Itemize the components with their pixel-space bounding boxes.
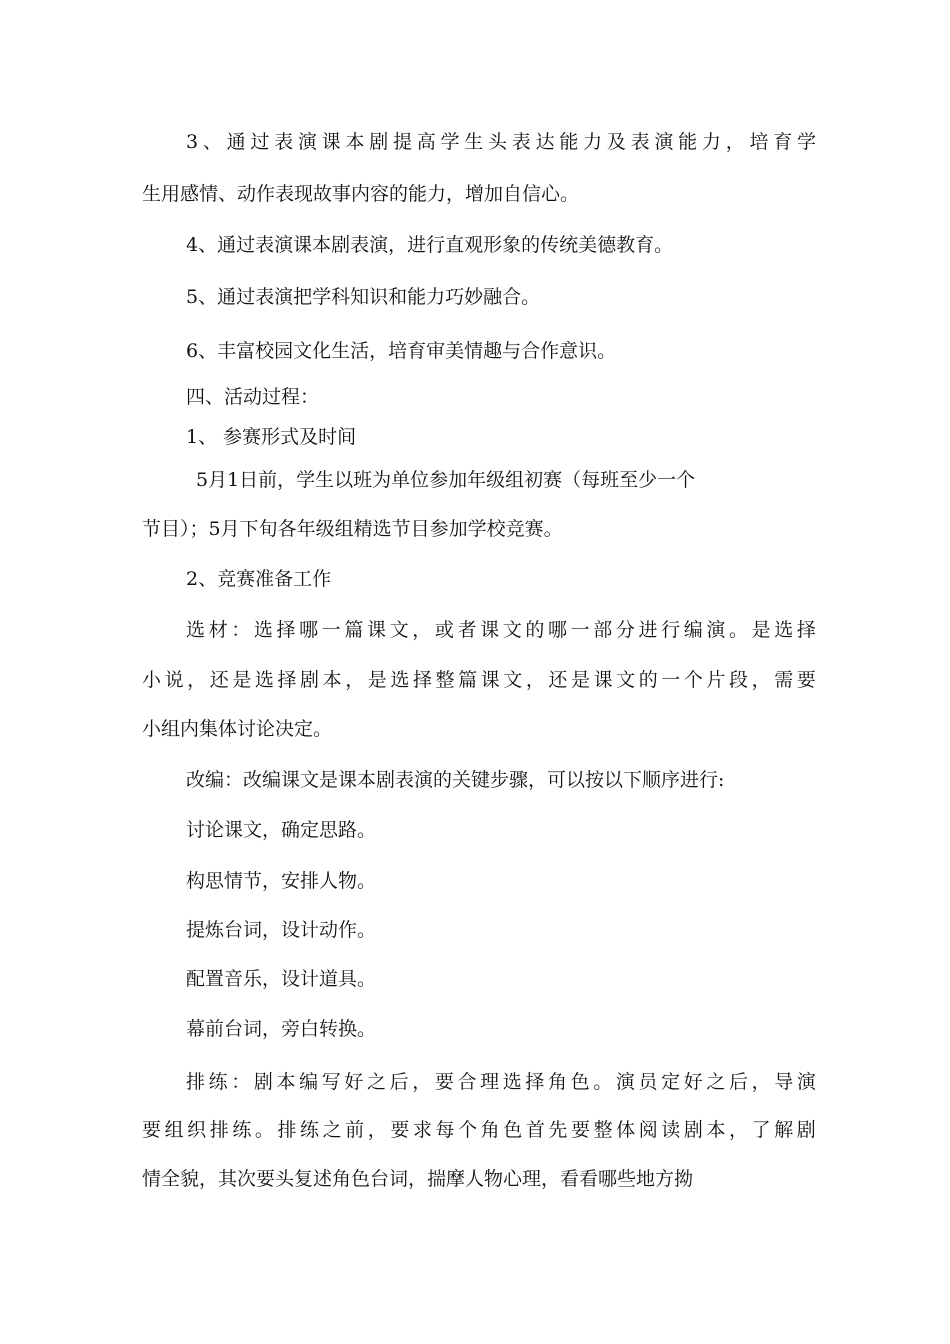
paragraph-goal-6: 6、丰富校园文化生活，培育审美情趣与合作意识。 xyxy=(186,340,617,362)
paragraph-selection-line-2: 小 说 ， 还 是 选 择 剧 本 ， 是 选 择 整 篇 课 文 ， 还 是 课 文 的 一 个 片 段 ， 需 要 xyxy=(142,669,816,691)
paragraph-selection-line-1: 选 材 ： 选 择 哪 一 篇 课 文 ， 或 者 课 文 的 哪 一 部 分 进 行 编 演 。 是 选 择 xyxy=(186,619,816,641)
paragraph-rehearsal-line-3: 情全貌，其次要头复述角色台词，揣摩人物心理，看看哪些地方拗 xyxy=(142,1168,694,1190)
paragraph-selection-line-3: 小组内集体讨论决定。 xyxy=(142,718,333,740)
paragraph-goal-5: 5、通过表演把学科知识和能力巧妙融合。 xyxy=(186,286,541,308)
item-heading-preparation: 2、竞赛准备工作 xyxy=(186,568,332,590)
paragraph-goal-4: 4、通过表演课本剧表演，进行直观形象的传统美德教育。 xyxy=(186,234,674,256)
paragraph-rehearsal-line-2: 要 组 织 排 练 。 排 练 之 前 ， 要 求 每 个 角 色 首 先 要 整 体 阅 读 剧 本 ， 了 解 剧 xyxy=(142,1119,816,1141)
adaptation-step-5: 幕前台词，旁白转换。 xyxy=(186,1018,377,1040)
paragraph-rehearsal-line-1: 排 练 ： 剧 本 编 写 好 之 后 ， 要 合 理 选 择 角 色 。 演 员 定 好 之 后 ， 导 演 xyxy=(186,1071,816,1093)
section-heading-activity-process: 四、活动过程： xyxy=(186,386,320,408)
paragraph-goal-3-line-1: 3 、 通 过 表 演 课 本 剧 提 高 学 生 头 表 达 能 力 及 表 演 能 力 ， 培 育 学 xyxy=(186,131,816,153)
paragraph-format-time-line-2: 节目）；5月下旬各年级组精选节目参加学校竞赛。 xyxy=(142,518,563,540)
paragraph-goal-3-line-2: 生用感情、动作表现故事内容的能力，增加自信心。 xyxy=(142,183,580,205)
item-heading-format-time: 1、 参赛形式及时间 xyxy=(186,426,357,448)
paragraph-format-time-line-1: 5月1日前，学生以班为单位参加年级组初赛（每班至少一个 xyxy=(196,469,696,491)
adaptation-step-3: 提炼台词，设计动作。 xyxy=(186,919,377,941)
paragraph-adaptation: 改编：改编课文是课本剧表演的关键步骤，可以按以下顺序进行: xyxy=(186,769,725,791)
adaptation-step-4: 配置音乐，设计道具。 xyxy=(186,968,377,990)
adaptation-step-1: 讨论课文，确定思路。 xyxy=(186,819,377,841)
adaptation-step-2: 构思情节，安排人物。 xyxy=(186,870,377,892)
